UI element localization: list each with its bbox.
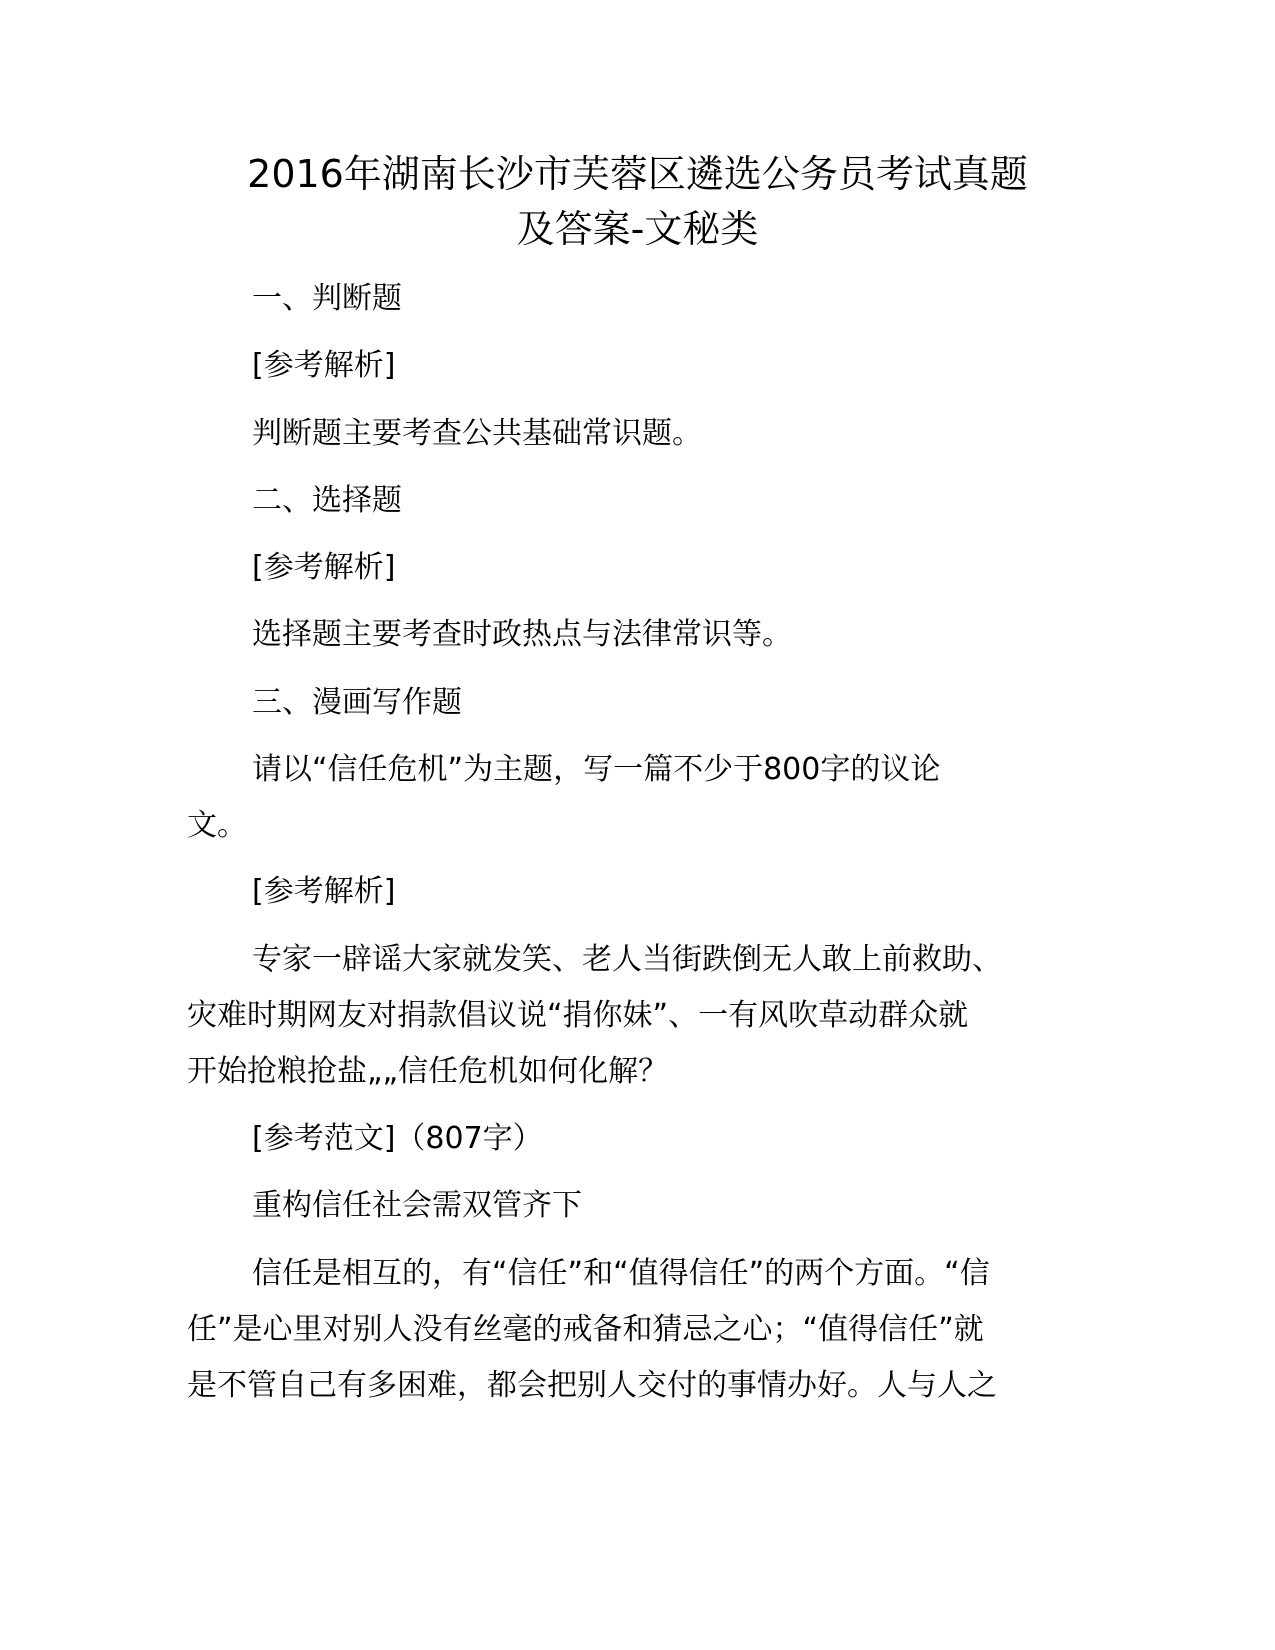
reference-essay-label: [参考范文]（807字） xyxy=(252,1121,543,1156)
section-heading-essay: 三、漫画写作题 xyxy=(252,685,462,720)
paragraph-line: 开始抢粮抢盐„„信任危机如何化解？ xyxy=(187,1054,669,1089)
essay-title: 重构信任社会需双管齐下 xyxy=(252,1188,582,1223)
document-title-line-1: 2016年湖南长沙市芙蓉区遴选公务员考试真题 xyxy=(247,152,1028,196)
paragraph-line: 专家一辟谣大家就发笑、老人当街跌倒无人敢上前救助、 xyxy=(252,942,1002,977)
reference-analysis-label: [参考解析] xyxy=(252,550,396,585)
paragraph-line: 文。 xyxy=(187,808,247,843)
document-title-line-2: 及答案-文秘类 xyxy=(516,207,759,251)
paragraph-line: 请以“信任危机”为主题，写一篇不少于800字的议论 xyxy=(252,752,941,787)
reference-analysis-label: [参考解析] xyxy=(252,874,396,909)
paragraph: 选择题主要考查时政热点与法律常识等。 xyxy=(252,617,792,652)
paragraph-line: 信任是相互的，有“信任”和“值得信任”的两个方面。“信 xyxy=(252,1256,990,1291)
paragraph-line: 是不管自己有多困难，都会把别人交付的事情办好。人与人之 xyxy=(187,1368,997,1403)
paragraph-line: 任”是心里对别人没有丝毫的戒备和猜忌之心；“值得信任”就 xyxy=(187,1312,984,1347)
reference-analysis-label: [参考解析] xyxy=(252,348,396,383)
paragraph: 判断题主要考查公共基础常识题。 xyxy=(252,416,702,451)
section-heading-judgment: 一、判断题 xyxy=(252,281,402,316)
paragraph-line: 灾难时期网友对捐款倡议说“捐你妹”、一有风吹草动群众就 xyxy=(187,998,969,1033)
section-heading-choice: 二、选择题 xyxy=(252,483,402,518)
